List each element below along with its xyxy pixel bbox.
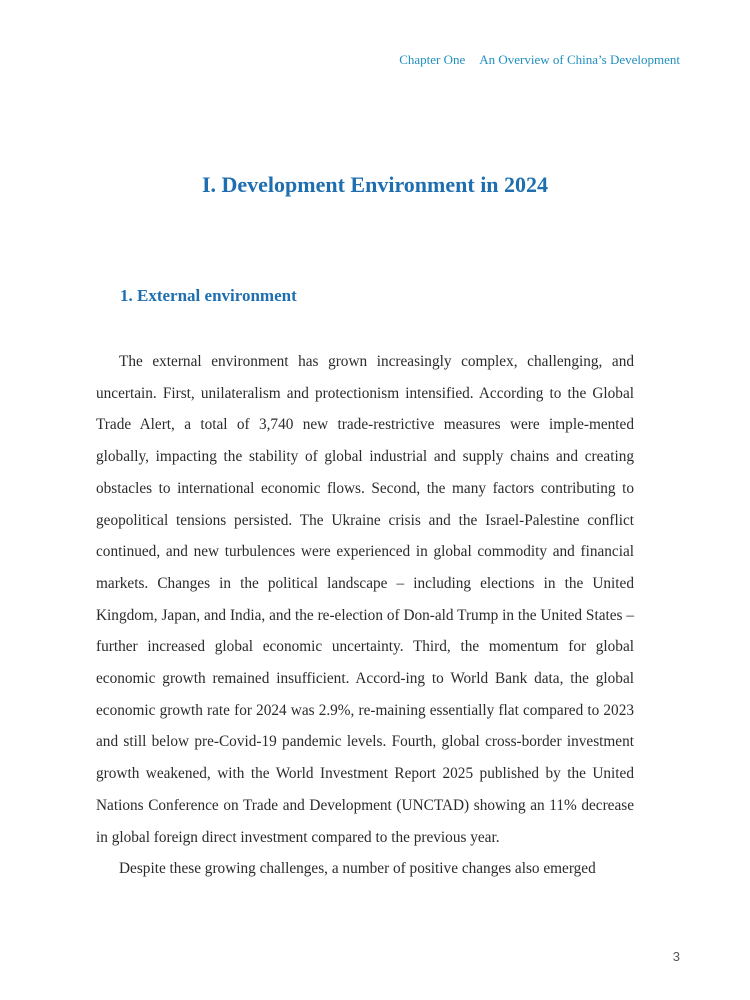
paragraph: Despite these growing challenges, a number of positive changes also emerged bbox=[119, 860, 596, 878]
section-title: I. Development Environment in 2024 bbox=[201, 172, 549, 197]
chapter-label: Chapter One bbox=[399, 52, 466, 67]
paragraph: The external environment has grown increasingly complex, challenging, and uncertain. First, unilateralism and protectionism intensified. According to the Global Trade Alert, a total of 3,740 new trade-restrictive measures were imple-mented globally, impacting the stability of global industrial and supply chains and creating obstacles to international economic flows. Second, the many factors contributing to geopolitical tensions persisted. The Ukraine crisis and the Israel-Palestine conflict continued, and new turbulences were experienced in global commodity and financial markets. Changes in the political landscape – including elections in the United Kingdom, Japan, and India, and the re-election of Don-ald Trump in the United States – further increased global economic uncertainty. Third, the momentum for global economic growth remained insufficient. Accord-ing to World Bank data, the global economic growth rate for 2024 was 2.9%, re-maining essentially flat compared to 2023 and still below pre-Covid-19 pandemic levels. Fourth, global cross-border investment growth weakened, with the World Investment Report 2025 published by the United Nations Conference on Trade and Development (UNCTAD) showing an 11% decrease in global foreign direct investment compared to the previous year. bbox=[96, 353, 634, 846]
subsection-title: 1. External environment bbox=[120, 286, 297, 305]
chapter-title: An Overview of China’s Development bbox=[479, 52, 680, 67]
running-header bbox=[399, 52, 680, 68]
page-number: 3 bbox=[672, 949, 680, 964]
body-text bbox=[96, 346, 634, 885]
